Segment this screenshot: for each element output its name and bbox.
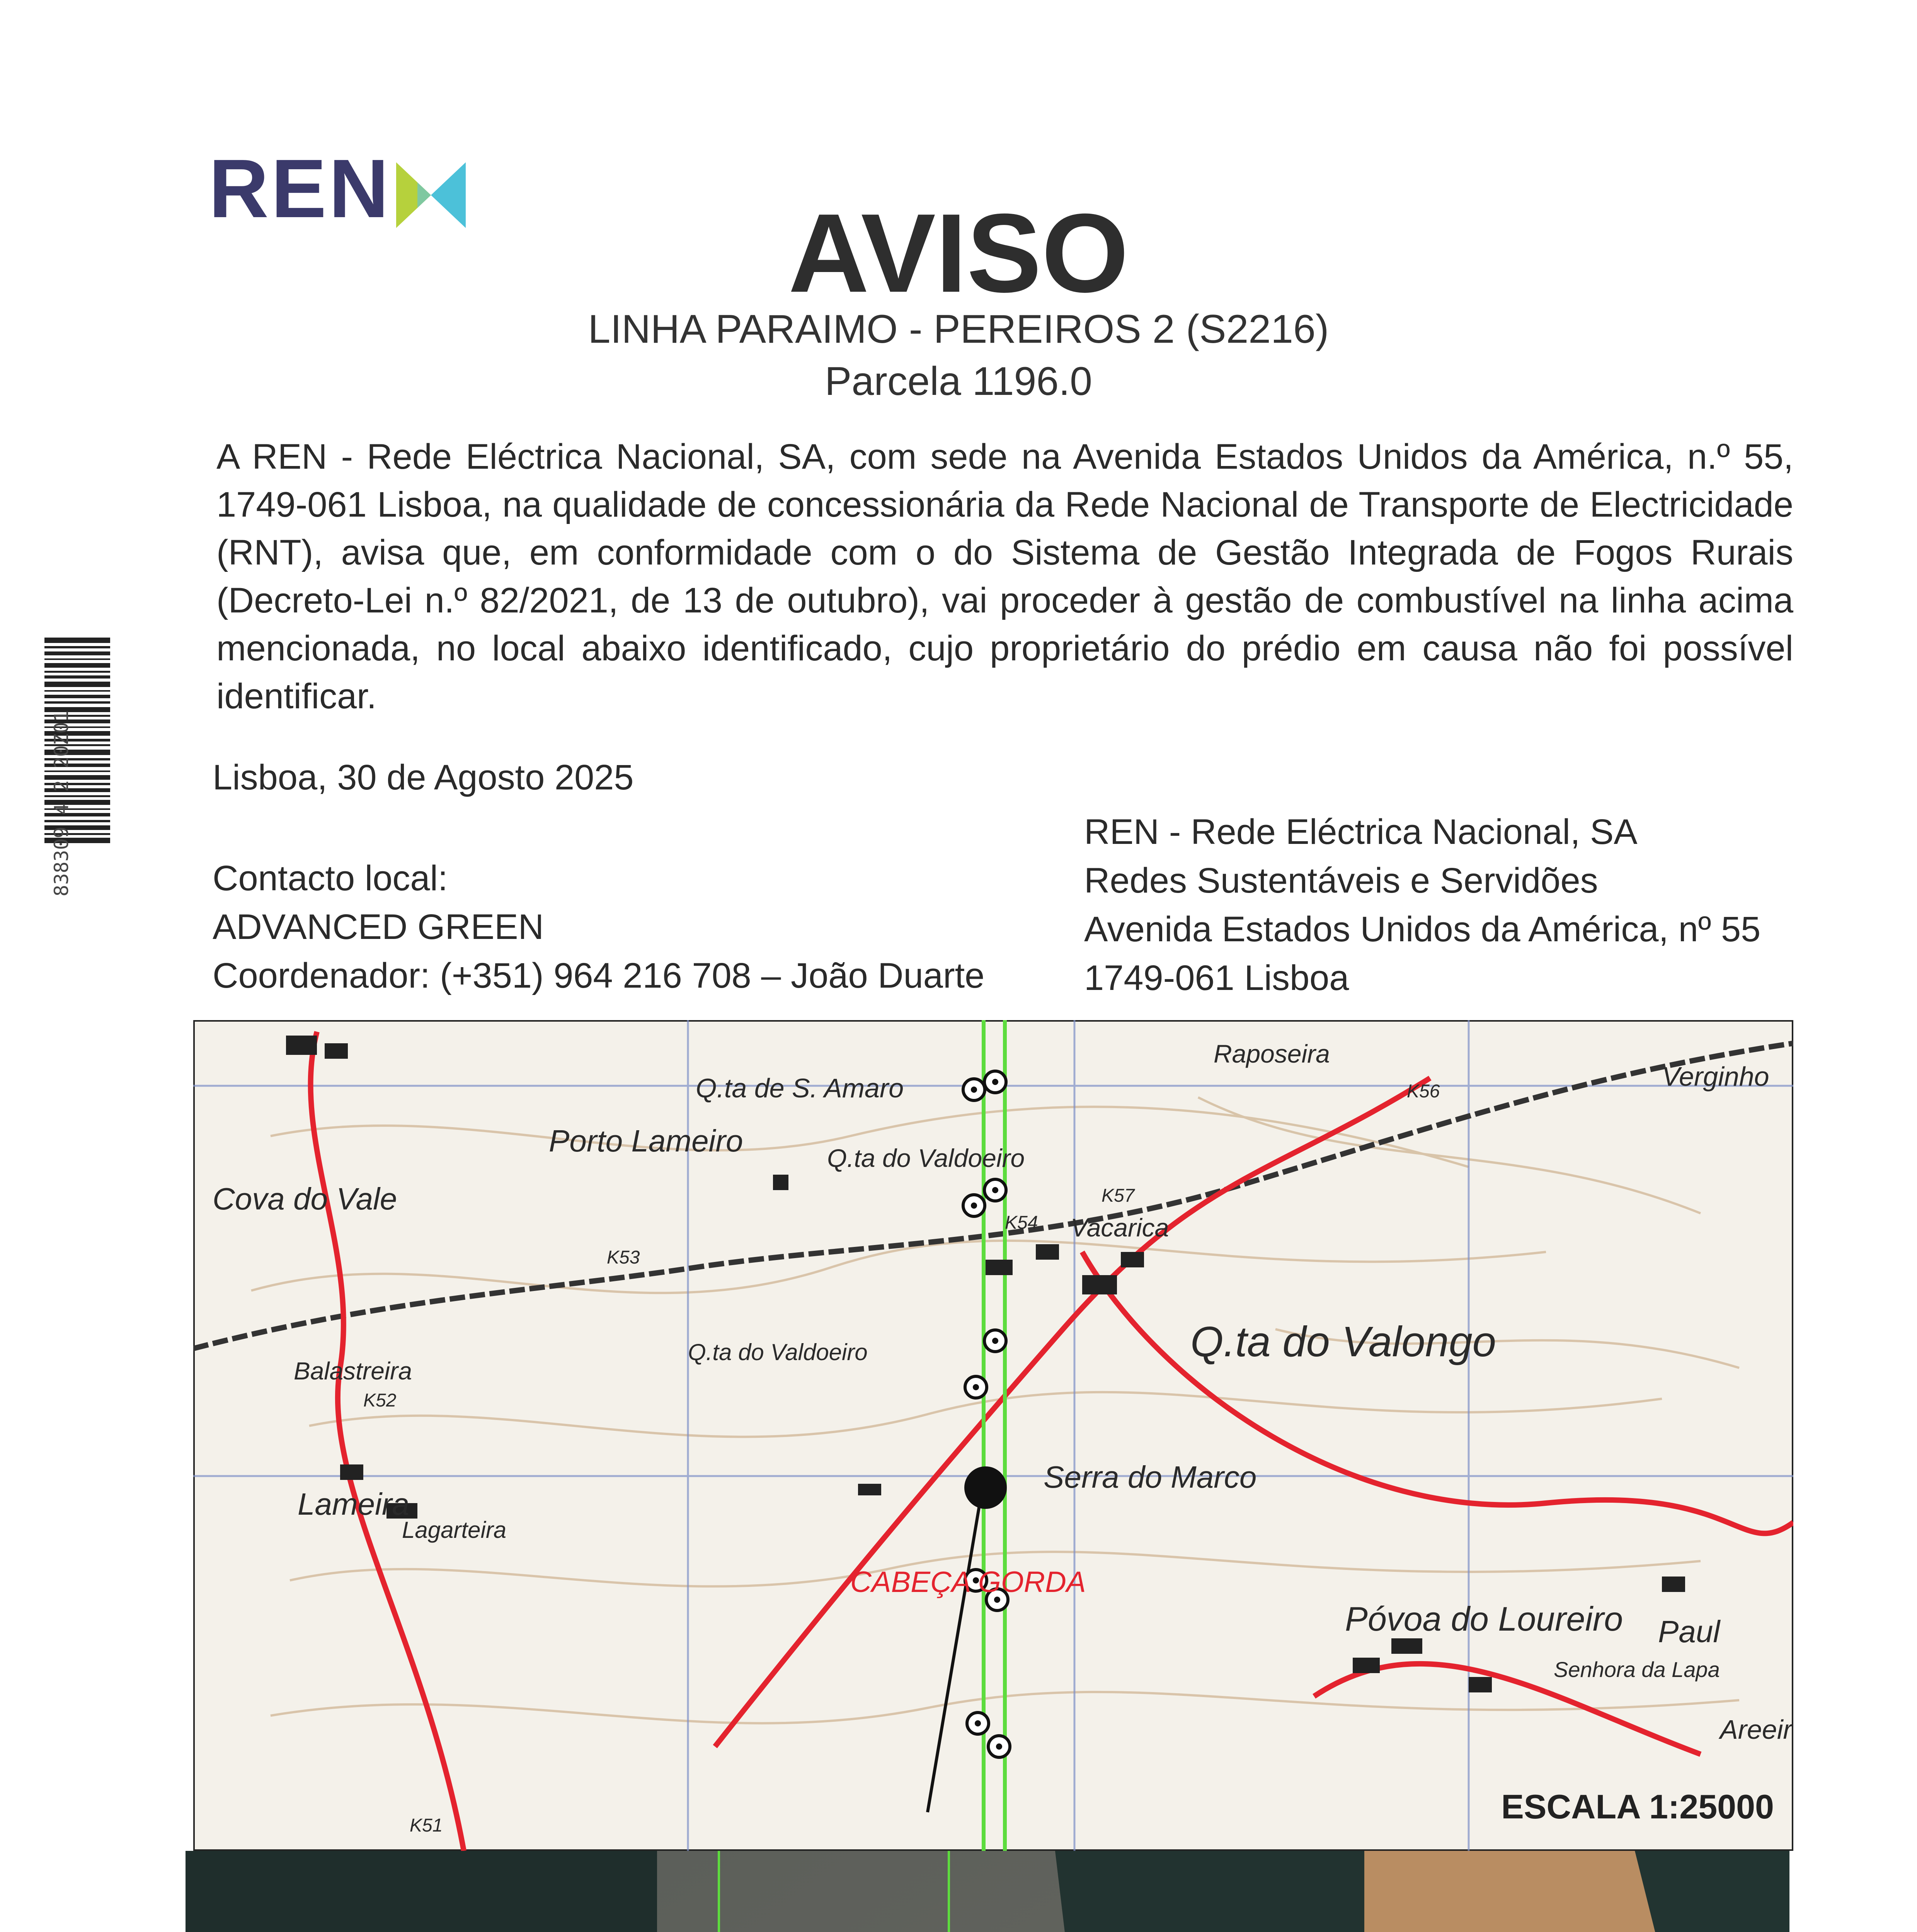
address-line-1: REN - Rede Eléctrica Nacional, SA [1084,812,1638,852]
label-k52: K52 [363,1390,397,1411]
label-senhora-da-lapa: Senhora da Lapa [1554,1657,1720,1682]
parcel-title: Parcela 1196.0 [825,359,1092,404]
label-verginho: Verginho [1662,1061,1769,1092]
contact-label: Contacto local: [213,859,448,898]
label-serra-do-marco: Serra do Marco [1044,1460,1257,1494]
label-vacarica: Vacarica [1071,1213,1169,1242]
page-title: AVISO [788,190,1129,316]
label-k57: K57 [1102,1185,1135,1206]
label-valongo: Q.ta do Valongo [1190,1318,1496,1366]
barcode-number: 838309 4 2 20Z01 [50,710,73,896]
label-balastreira: Balastreira [294,1357,412,1385]
notice-body: A REN - Rede Eléctrica Nacional, SA, com sede na Avenida Estados Unidos da América, n.º 55, 1749-061 Lisboa, na qualidade de concessionária da Rede Nacional de Transporte de Electricidade (RNT), avisa que, em conformidade com o do Sistema de Gestão Integrada de Fogos Rurais (Decreto-Lei n.º 82/2021, de 13 de outubro), vai proceder à gestão de combustível na linha acima mencionada, no local abaixo identificado, cujo proprietário do prédio em causa não foi possível identificar. [216,437,1793,716]
label-cova-do-vale: Cova do Vale [213,1182,397,1216]
satellite-map [186,1851,1789,1932]
topo-scale-label: ESCALA 1:25000 [1501,1787,1774,1826]
address-line-3: Avenida Estados Unidos da América, nº 55 [1084,910,1761,949]
label-lagarteira: Lagarteira [402,1517,507,1543]
label-valdoeiro-2: Q.ta do Valdoeiro [688,1339,868,1365]
notice-date: Lisboa, 30 de Agosto 2025 [213,758,634,797]
label-k56: K56 [1407,1081,1440,1102]
local-contact [213,854,984,1000]
label-paul: Paul [1658,1614,1720,1649]
contact-coordinator: Coordenador: (+351) 964 216 708 – João Duarte [213,956,985,995]
ren-logo-text: REN [209,142,391,235]
ren-address [1084,808,1760,1002]
label-povoa-do-loureiro: Póvoa do Loureiro [1345,1600,1623,1638]
label-k53: K53 [607,1247,640,1268]
label-areeiro: Areeir [1720,1714,1792,1745]
label-valdoeiro-1: Q.ta do Valdoeiro [827,1144,1025,1172]
label-porto-lameiro: Porto Lameiro [549,1124,743,1158]
label-raposeira: Raposeira [1214,1039,1330,1068]
label-k51: K51 [410,1815,443,1836]
label-cabeca-gorda: CABEÇA GORDA [850,1566,1086,1599]
topographic-map [193,1020,1793,1851]
label-amaro: Q.ta de S. Amaro [696,1073,904,1103]
address-line-4: 1749-061 Lisboa [1084,958,1349,998]
label-lameira: Lameira [298,1487,410,1521]
line-subtitle: LINHA PARAIMO - PEREIROS 2 (S2216) [588,307,1329,352]
contact-company: ADVANCED GREEN [213,907,544,947]
address-line-2: Redes Sustentáveis e Servidões [1084,861,1598,900]
label-k54: K54 [1005,1213,1038,1233]
